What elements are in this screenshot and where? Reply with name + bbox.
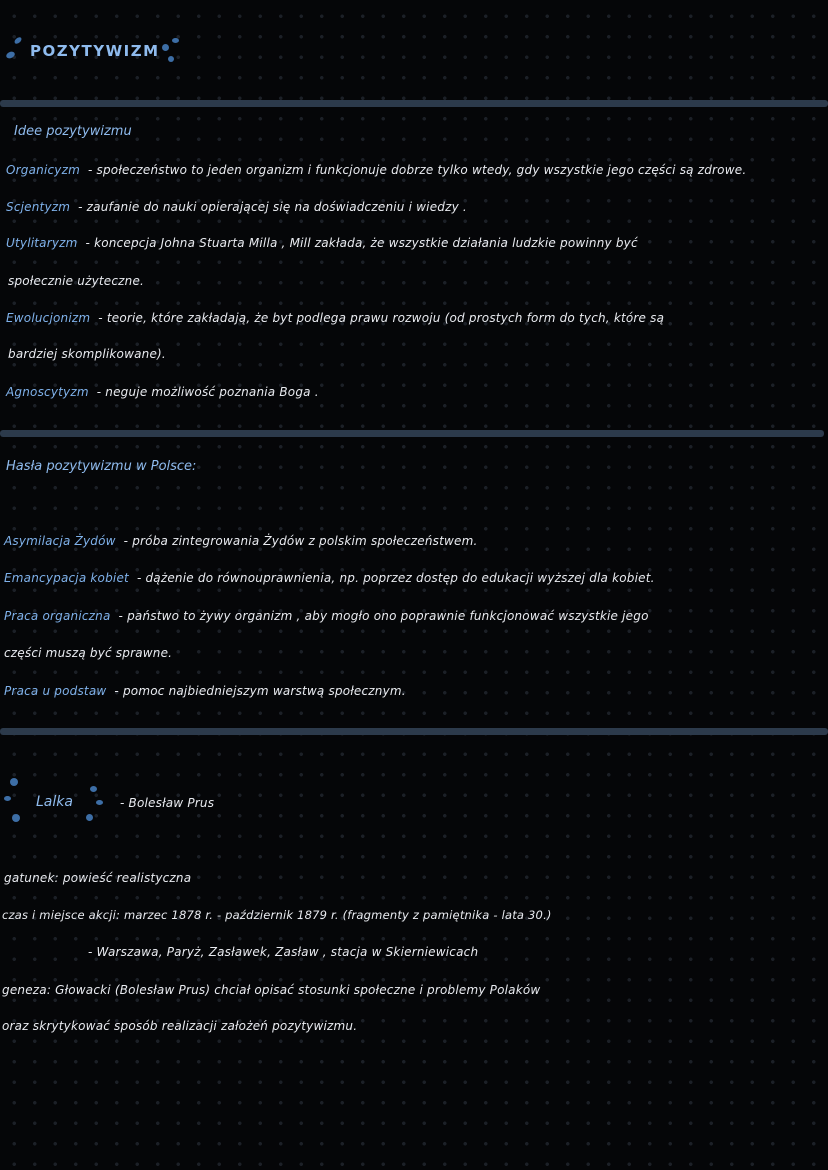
term: Praca organiczna [4, 609, 111, 623]
definition: - zaufanie do nauki opierającej się na doświadczeniu i wiedzy . [78, 200, 467, 214]
decorative-blob [96, 800, 103, 805]
definition: - pomoc najbiedniejszym warstwą społecznym. [114, 684, 406, 698]
definition: społecznie użyteczne. [8, 274, 145, 288]
definition: - państwo to żywy organizm , aby mogło ono poprawnie funkcjonować wszystkie jego [118, 609, 649, 623]
decorative-blob [90, 786, 97, 792]
term: Emancypacja kobiet [4, 571, 129, 585]
definition: - koncepcja Johna Stuarta Milla , Mill zakłada, że wszystkie działania ludzkie powinny być [85, 236, 638, 250]
term: Praca u podstaw [4, 684, 107, 698]
divider [0, 100, 828, 107]
book-author: - Bolesław Prus [120, 796, 215, 810]
list-item [4, 609, 649, 623]
list-item [6, 163, 746, 177]
section-title-idee: Idee pozytywizmu [14, 124, 132, 139]
term: Organicyzm [6, 163, 80, 177]
definition: - społeczeństwo to jeden organizm i funkcjonuje dobrze tylko wtedy, gdy wszystkie jego części są zdrowe. [87, 163, 747, 177]
decorative-blob [162, 44, 169, 51]
list-item-continuation [4, 646, 172, 660]
definition: części muszą być sprawne. [4, 646, 173, 660]
list-item [4, 684, 406, 698]
decorative-blob [5, 50, 16, 59]
info-line: gatunek: powieść realistyczna [4, 871, 192, 885]
decorative-blob [10, 778, 18, 786]
info-line: oraz skrytykować sposób realizacji założeń pozytywizmu. [2, 1019, 358, 1033]
decorative-blob [4, 796, 11, 801]
term: Ewolucjonizm [6, 311, 91, 325]
definition: - próba zintegrowania Żydów z polskim społeczeństwem. [123, 534, 478, 548]
divider [0, 430, 824, 437]
info-line: czas i miejsce akcji: marzec 1878 r. - październik 1879 r. (fragmenty z pamiętnika - lata 30.) [2, 908, 552, 922]
decorative-blob [168, 56, 174, 62]
decorative-blob [172, 38, 179, 43]
decorative-blob [86, 814, 93, 821]
info-line: - Warszawa, Paryż, Zasławek, Zasław , stacja w Skierniewicach [88, 945, 479, 959]
decorative-blob [12, 814, 20, 822]
list-item-continuation [8, 347, 166, 361]
book-title: Lalka [36, 794, 73, 810]
definition: - dążenie do równouprawnienia, np. poprzez dostęp do edukacji wyższej dla kobiet. [136, 571, 655, 585]
divider [0, 728, 828, 735]
list-item-continuation [8, 274, 144, 288]
list-item [6, 200, 467, 214]
term: Utylitaryzm [6, 236, 78, 250]
term: Agnoscytyzm [6, 385, 89, 399]
page-title: POZYTYWIZM [30, 42, 160, 60]
definition: - neguje możliwość poznania Boga . [96, 385, 319, 399]
list-item [4, 534, 478, 548]
definition: - teorie, które zakładają, że byt podlega prawu rozwoju (od prostych form do tych, które są [98, 311, 665, 325]
list-item [6, 236, 638, 250]
list-item [6, 311, 664, 325]
info-line: geneza: Głowacki (Bolesław Prus) chciał opisać stosunki społeczne i problemy Polaków [2, 983, 541, 997]
list-item [4, 571, 655, 585]
term: Asymilacja Żydów [4, 534, 116, 548]
section-title-hasla: Hasła pozytywizmu w Polsce: [6, 459, 197, 474]
definition: bardziej skomplikowane). [8, 347, 166, 361]
list-item [6, 385, 319, 399]
decorative-blob [13, 36, 22, 45]
term: Scjentyzm [6, 200, 71, 214]
